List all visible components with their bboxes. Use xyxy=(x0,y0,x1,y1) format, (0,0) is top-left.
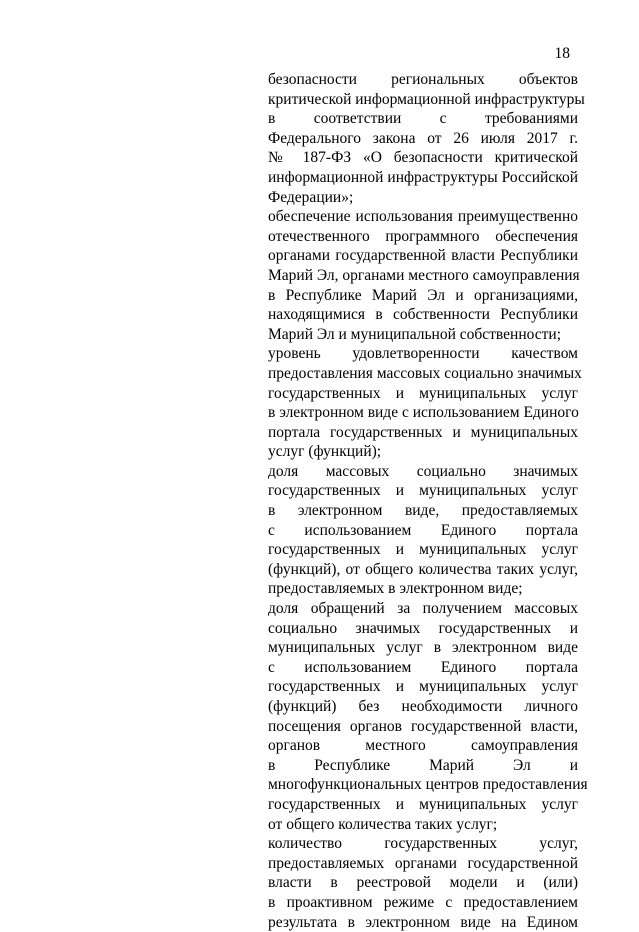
text-line: (функций), от общего количества таких услуг, xyxy=(268,560,578,578)
document-body xyxy=(268,70,588,932)
text-line: количество государственных услуг, xyxy=(268,835,578,853)
paragraph-services-count xyxy=(268,834,578,932)
text-line: Марий Эл и муниципальной собственности; xyxy=(268,325,562,343)
text-line: № 187-ФЗ «О безопасности критической xyxy=(268,149,578,167)
text-line: предоставляемых в электронном виде; xyxy=(268,580,523,598)
text-line: в соответствии с требованиями xyxy=(268,110,578,128)
text-line: в Республике Марий Эл и организациями, xyxy=(268,286,578,304)
text-line: обеспечение использования преимущественно xyxy=(268,208,578,226)
text-line: органов местного самоуправления xyxy=(268,737,578,755)
text-line: в электронном виде с использованием Единого xyxy=(268,404,579,422)
text-line: (функций) без необходимости личного xyxy=(268,698,578,715)
text-line: безопасности региональных объектов xyxy=(268,71,578,88)
text-line: с использованием Единого портала xyxy=(268,521,578,539)
text-line: доля массовых социально значимых xyxy=(268,462,578,480)
text-line: Федерации»; xyxy=(268,188,354,206)
text-line: власти в реестровой модели и (или) xyxy=(268,874,578,892)
text-line: с использованием Единого портала xyxy=(268,658,578,676)
text-line: результата в электронном виде на Едином xyxy=(268,913,578,931)
text-line: государственных и муниципальных услуг xyxy=(268,795,578,813)
text-line: находящимися в собственности Республики xyxy=(268,306,578,324)
text-line: уровень удовлетворенности качеством xyxy=(268,345,578,363)
paragraph-mass-services-share xyxy=(268,462,578,599)
paragraph-domestic-software xyxy=(268,207,578,344)
text-line: социально значимых государственных и xyxy=(268,619,578,637)
text-line: в Республике Марий Эл и xyxy=(268,756,578,774)
text-line: критической информационной инфраструктуры xyxy=(268,90,585,108)
text-line: от общего количества таких услуг; xyxy=(268,815,498,833)
text-line: многофункциональных центров предоставления xyxy=(268,776,588,794)
page-number: 18 xyxy=(554,45,570,62)
text-line: отечественного программного обеспечения xyxy=(268,227,578,245)
text-line: государственных и муниципальных услуг xyxy=(268,678,578,696)
text-line: в проактивном режиме с предоставлением xyxy=(268,893,578,911)
paragraph-satisfaction-level xyxy=(268,344,582,462)
paragraph-requests-share xyxy=(268,599,588,834)
text-line: Федерального закона от 26 июля 2017 г. xyxy=(268,129,578,147)
text-line: посещения органов государственной власти, xyxy=(268,717,578,735)
text-line: услуг (функций); xyxy=(268,443,382,461)
text-line: информационной инфраструктуры Российской xyxy=(268,168,578,186)
text-line: доля обращений за получением массовых xyxy=(268,600,578,618)
text-line: государственных и муниципальных услуг xyxy=(268,482,578,500)
text-line: в электронном виде, предоставляемых xyxy=(268,502,578,520)
text-line: предоставляемых органами государственной xyxy=(268,854,578,872)
text-line: Марий Эл, органами местного самоуправления xyxy=(268,266,580,284)
text-line: муниципальных услуг в электронном виде xyxy=(268,639,578,657)
paragraph-security-objects xyxy=(268,70,585,207)
text-line: предоставления массовых социально значимых xyxy=(268,364,582,382)
text-line: государственных и муниципальных услуг xyxy=(268,384,578,402)
text-line: государственных и муниципальных услуг xyxy=(268,541,578,559)
text-line: портала государственных и муниципальных xyxy=(268,423,578,441)
text-line: органами государственной власти Республики xyxy=(268,247,578,265)
